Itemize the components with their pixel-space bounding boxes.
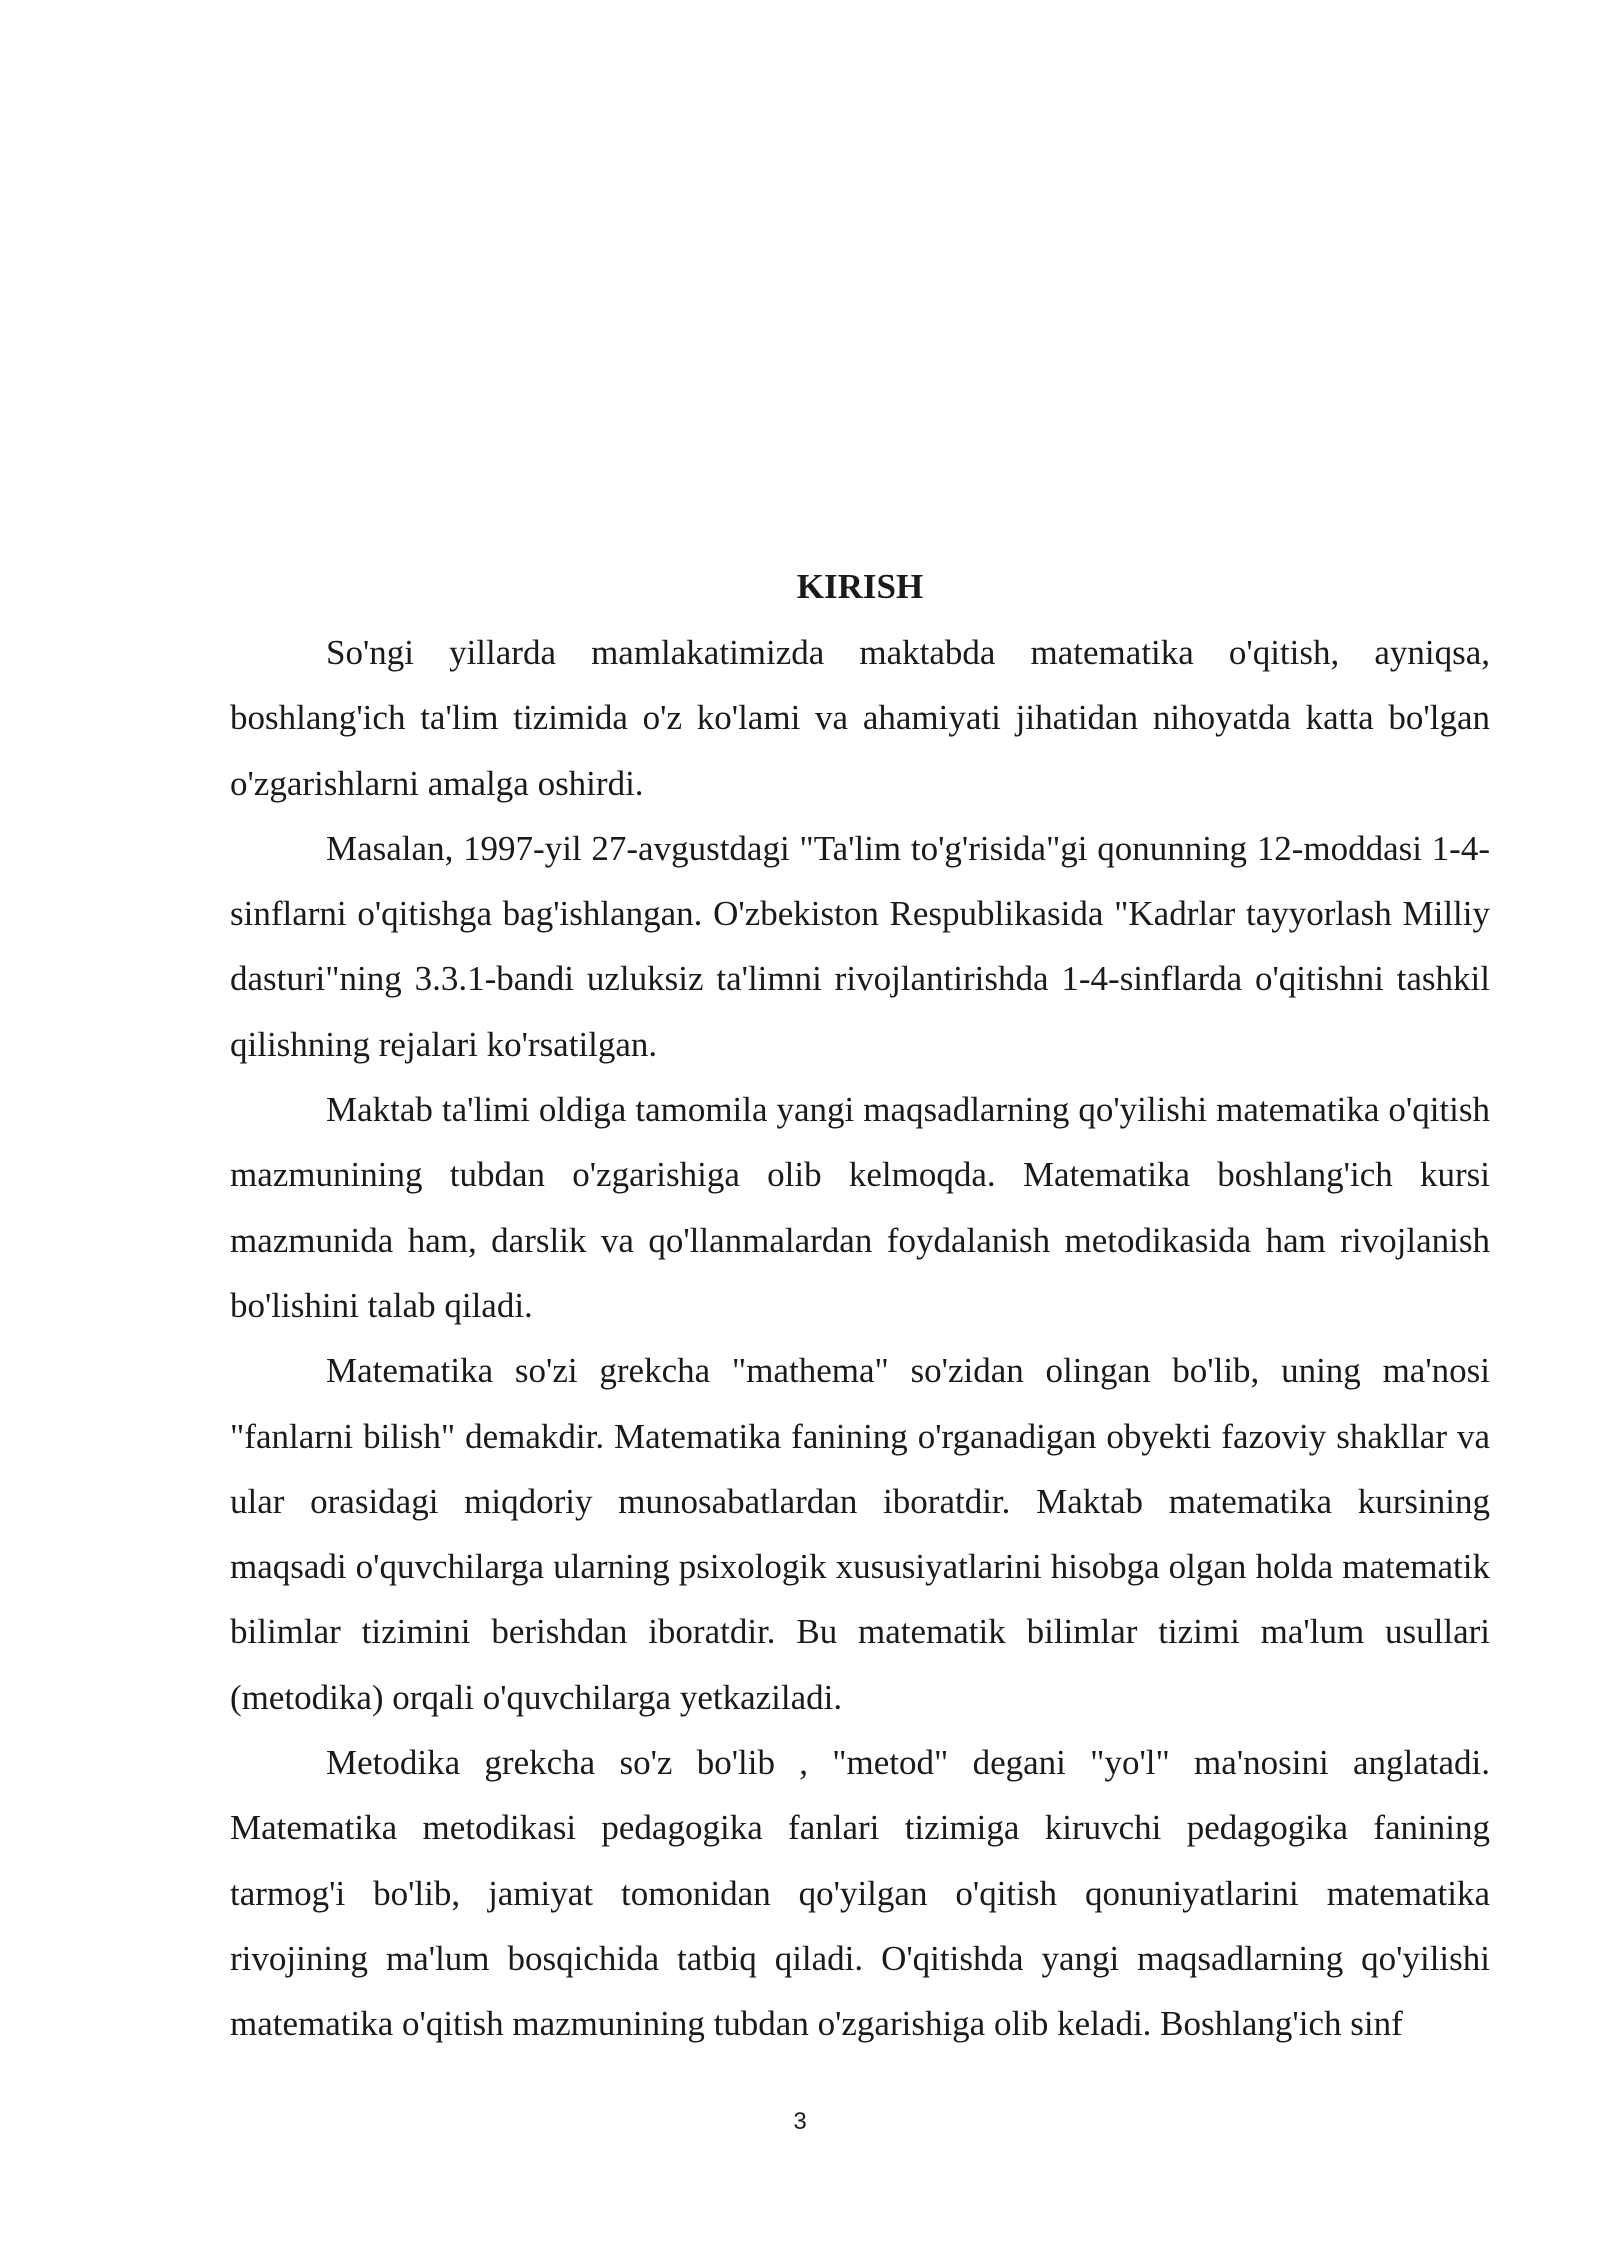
paragraph-3: Maktab ta'limi oldiga tamomila yangi maqsadlarning qo'yilishi matematika o'qitish mazmunining tubdan o'zgarishiga olib kelmoqda. Matematika boshlang'ich kursi mazmunida ham, darslik va qo'llanmalardan foydalanish metodikasida ham rivojlanish bo'lishini talab qiladi. [230, 1090, 1490, 1325]
paragraph-2: Masalan, 1997-yil 27-avgustdagi "Ta'lim to'g'risida"gi qonunning 12-moddasi 1-4-sinflarni o'qitishga bag'ishlangan. O'zbekiston Respublikasida "Kadrlar tayyorlash Milliy dasturi"ning 3.3.1-bandi uzluksiz ta'limni rivojlantirishda 1-4-sinflarda o'qitishni tashkil qilishning rejalari ko'rsatilgan. [230, 828, 1490, 1064]
section-title: KIRISH [796, 567, 924, 606]
paragraph-1: So'ngi yillarda mamlakatimizda maktabda matematika o'qitish, ayniqsa, boshlang'ich ta'lim tizimida o'z ko'lami va ahamiyati jihatidan nihoyatda katta bo'lgan o'zgarishlarni amalga oshirdi. [230, 633, 1490, 803]
page-number: 3 [793, 2108, 807, 2135]
page-body [230, 562, 1490, 2057]
paragraph-5: Metodika grekcha so'z bo'lib , "metod" degani "yo'l" ma'nosini anglatadi. Matematika metodikasi pedagogika fanlari tizimiga kiruvchi pedagogika fanining tarmog'i bo'lib, jamiyat tomonidan qo'yilgan o'qitish qonuniyatlarini matematika rivojining ma'lum bosqichida tatbiq qiladi. O'qitishda yangi maqsadlarning qo'yilishi matematika o'qitish mazmunining tubdan o'zgarishiga olib keladi. Boshlang'ich sinf [230, 1743, 1490, 2044]
paragraph-4: Matematika so'zi grekcha "mathema" so'zidan olingan bo'lib, uning ma'nosi "fanlarni bilish" demakdir. Matematika fanining o'rganadigan obyekti fazoviy shakllar va ular orasidagi miqdoriy munosabatlardan iboratdir. Maktab matematika kursining maqsadi o'quvchilarga ularning psixologik xususiyatlarini hisobga olgan holda matematik bilimlar tizimini berishdan iboratdir. Bu matematik bilimlar tizimi ma'lum usullari (metodika) orqali o'quvchilarga yetkaziladi. [230, 1351, 1490, 1717]
